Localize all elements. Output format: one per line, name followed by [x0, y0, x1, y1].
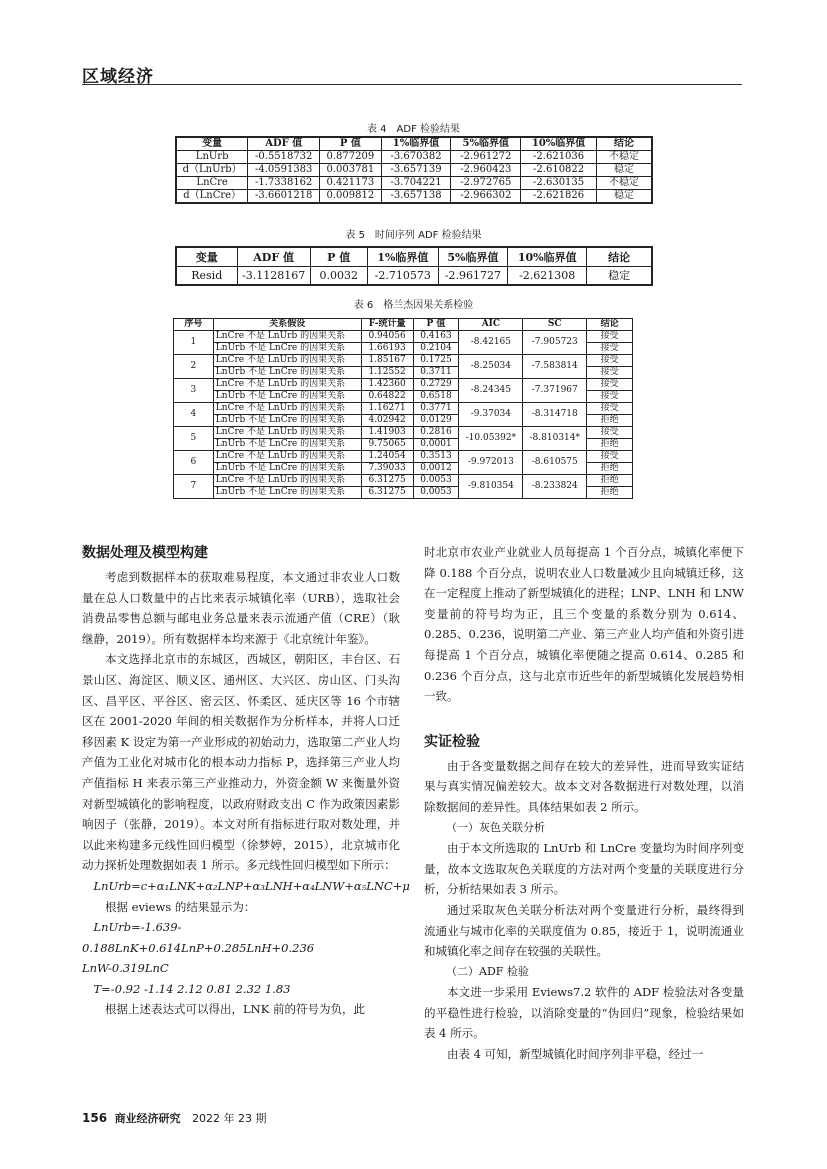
group-number: 2 [174, 355, 214, 379]
hypothesis-cell: LnUrb 不是 LnCre 的因果关系 [213, 343, 361, 355]
sc-cell: -8.810314* [523, 427, 587, 451]
paragraph: 本文进一步采用 Eviews7.2 软件的 ADF 检验法对各变量的平稳性进行检验，以消除变量的“伪回归”现象，检验结果如表 4 所示。 [424, 985, 744, 1041]
paragraph: 通过采取灰色关联分析法对两个变量进行分析，最终得到流通业与城市化率的关联度值为 0.85，接近于 1，说明流通业和城镇化率之间存在较强的关联性。 [424, 902, 744, 959]
hypothesis-cell: LnCre 不是 LnUrb 的因果关系 [213, 427, 361, 439]
page-footer [82, 1110, 267, 1126]
table-cell: -3.1128167 [237, 266, 310, 285]
table-cell: -2.621308 [508, 266, 587, 285]
f-statistic-cell: 1.42360 [361, 379, 413, 391]
p-value-cell: 0.0053 [413, 475, 459, 487]
table-row [176, 164, 652, 177]
aic-cell: -8.25034 [459, 355, 523, 379]
table-cell: 稳定 [597, 164, 652, 177]
t-values: T=-0.92 -1.14 2.12 0.81 2.32 1.83 [93, 981, 291, 996]
regression-formula: LnUrb=c+α₁LNK+α₂LNP+α₃LNH+α₄LNW+α₅LNC+μ [93, 878, 410, 893]
table-cell: Resid [176, 266, 237, 285]
section-title: 区域经济 [82, 67, 154, 87]
column-header: 变量 [176, 137, 248, 151]
page-number: 156 [82, 1111, 108, 1125]
table-cell: LnUrb [176, 151, 248, 164]
table-row [174, 355, 633, 367]
table6-header-row [174, 319, 633, 331]
table-cell: 0.003781 [320, 164, 382, 177]
result-formula-continued: LnW-0.319LnC [82, 961, 169, 976]
table-cell: 不稳定 [597, 177, 652, 190]
column-header: ADF 值 [237, 247, 310, 266]
hypothesis-cell: LnCre 不是 LnUrb 的因果关系 [213, 331, 361, 343]
p-value-cell: 0.2729 [413, 379, 459, 391]
right-column [424, 542, 744, 1065]
table-cell: -2.710573 [367, 266, 438, 285]
table-cell: -3.657138 [381, 190, 451, 204]
p-value-cell: 0.3711 [413, 367, 459, 379]
group-number: 5 [174, 427, 214, 451]
f-statistic-cell: 1.24054 [361, 451, 413, 463]
f-statistic-cell: 1.66193 [361, 343, 413, 355]
group-number: 6 [174, 451, 214, 475]
sc-cell: -7.905723 [523, 331, 587, 355]
paragraph: 时北京市农业产业就业人员每提高 1 个百分点，城镇化率便下降 0.188 个百分点，说明农业人口数量减少且向城镇迁移，这在一定程度上推动了新型城镇化的进程；LNP、LNH 和 LNW 变量前的符号均为正，且三个变量的系数分别为 0.614、0.285、0.236，说明第二产业、第三产业人均产值和外资引进每提高 1 个百分点，城镇化率便随之提高 0.614、0.285 和 0.236 个百分点，这与北京市近些年的新型城镇化发展趋势相一致。 [424, 545, 744, 704]
heading-data-processing: 数据处理及模型构建 [82, 545, 208, 561]
table-row [176, 266, 652, 285]
table-cell: -3.657139 [381, 164, 451, 177]
header-divider [82, 84, 742, 85]
column-header: 1%临界值 [381, 137, 451, 151]
table-row [176, 177, 652, 190]
table6-granger-causality [173, 318, 633, 499]
f-statistic-cell: 0.64822 [361, 391, 413, 403]
paragraph: 根据上述表达式可以得出，LNK 前的符号为负，此 [105, 1002, 365, 1017]
p-value-cell: 0.3513 [413, 451, 459, 463]
column-header: 1%临界值 [367, 247, 438, 266]
hypothesis-cell: LnUrb 不是 LnCre 的因果关系 [213, 463, 361, 475]
column-header: F-统计量 [361, 319, 413, 331]
aic-cell: -9.810354 [459, 475, 523, 499]
table-row [174, 475, 633, 487]
column-header: ADF 值 [248, 137, 320, 151]
sc-cell: -7.583814 [523, 355, 587, 379]
column-header: 结论 [587, 247, 652, 266]
p-value-cell: 0.2104 [413, 343, 459, 355]
hypothesis-cell: LnUrb 不是 LnCre 的因果关系 [213, 415, 361, 427]
group-number: 7 [174, 475, 214, 499]
column-header: 10%临界值 [521, 137, 597, 151]
table-row [174, 331, 633, 343]
table-row [174, 427, 633, 439]
aic-cell: -8.24345 [459, 379, 523, 403]
f-statistic-cell: 4.02942 [361, 415, 413, 427]
table-cell: LnCre [176, 177, 248, 190]
hypothesis-cell: LnUrb 不是 LnCre 的因果关系 [213, 391, 361, 403]
conclusion-cell: 接受 [587, 403, 633, 415]
table-row [174, 403, 633, 415]
heading-empirical-test: 实证检验 [424, 733, 480, 750]
p-value-cell: 0.0129 [413, 415, 459, 427]
table-cell: -2.630135 [521, 177, 597, 190]
subheading-grey-relation: （一）灰色关联分析 [446, 820, 545, 834]
column-header: 5%临界值 [451, 137, 521, 151]
paragraph: 考虑到数据样本的获取难易程度，本文通过非农业人口数量在总人口数量中的占比来表示城镇化率（URB），选取社会消费品零售总额与邮电业务总量来表示流通产值（CRE）（耿继静，2019）。所有数据样本均来源于《北京统计年鉴》。 [82, 570, 400, 646]
table-row [174, 451, 633, 463]
conclusion-cell: 接受 [587, 367, 633, 379]
column-header: 5%临界值 [438, 247, 507, 266]
table-row [176, 151, 652, 164]
paragraph: 由于各变量数据之间存在较大的差异性，进而导致实证结果与真实情况偏差较大。故本文对各数据进行对数处理，以消除数据间的差异性。具体结果如表 2 所示。 [424, 758, 744, 814]
table-cell: 稳定 [597, 190, 652, 204]
table6-caption: 表 6 格兰杰因果关系检验 [353, 300, 474, 311]
table-cell: -2.621826 [521, 190, 597, 204]
table-cell: d（LnUrb） [176, 164, 248, 177]
p-value-cell: 0.2816 [413, 427, 459, 439]
table5-header-row [176, 247, 652, 266]
table-cell: d（LnCre） [176, 190, 248, 204]
table-row [176, 190, 652, 204]
hypothesis-cell: LnUrb 不是 LnCre 的因果关系 [213, 367, 361, 379]
p-value-cell: 0.6518 [413, 391, 459, 403]
hypothesis-cell: LnCre 不是 LnUrb 的因果关系 [213, 379, 361, 391]
table4-adf-results [175, 136, 653, 204]
paragraph: 根据 eviews 的结果显示为： [105, 899, 256, 914]
left-column [82, 542, 410, 1020]
conclusion-cell: 接受 [587, 391, 633, 403]
table-cell: -3.670382 [381, 151, 451, 164]
column-header: P 值 [310, 247, 367, 266]
column-header: 10%临界值 [508, 247, 587, 266]
aic-cell: -8.42165 [459, 331, 523, 355]
conclusion-cell: 接受 [587, 355, 633, 367]
table-cell: -2.966302 [451, 190, 521, 204]
column-header: 结论 [587, 319, 633, 331]
conclusion-cell: 拒绝 [587, 463, 633, 475]
table-cell: -3.704221 [381, 177, 451, 190]
conclusion-cell: 拒绝 [587, 415, 633, 427]
table5-caption: 表 5 时间序列 ADF 检验结果 [345, 230, 482, 241]
column-header: 序号 [174, 319, 214, 331]
group-number: 1 [174, 331, 214, 355]
table-cell: -2.961727 [438, 266, 507, 285]
table-cell: 0.421173 [320, 177, 382, 190]
column-header: P 值 [413, 319, 459, 331]
aic-cell: -10.05392* [459, 427, 523, 451]
hypothesis-cell: LnCre 不是 LnUrb 的因果关系 [213, 403, 361, 415]
table-cell: 稳定 [587, 266, 652, 285]
aic-cell: -9.37034 [459, 403, 523, 427]
hypothesis-cell: LnUrb 不是 LnCre 的因果关系 [213, 439, 361, 451]
f-statistic-cell: 1.16271 [361, 403, 413, 415]
conclusion-cell: 接受 [587, 331, 633, 343]
table-cell: 0.009812 [320, 190, 382, 204]
table4-caption: 表 4 ADF 检验结果 [366, 124, 460, 135]
sc-cell: -7.371967 [523, 379, 587, 403]
hypothesis-cell: LnUrb 不是 LnCre 的因果关系 [213, 487, 361, 499]
column-header: P 值 [320, 137, 382, 151]
sc-cell: -8.233824 [523, 475, 587, 499]
table-cell: -2.960423 [451, 164, 521, 177]
f-statistic-cell: 6.31275 [361, 487, 413, 499]
f-statistic-cell: 1.85167 [361, 355, 413, 367]
hypothesis-cell: LnCre 不是 LnUrb 的因果关系 [213, 451, 361, 463]
p-value-cell: 0.0012 [413, 463, 459, 475]
sc-cell: -8.610575 [523, 451, 587, 475]
group-number: 3 [174, 379, 214, 403]
f-statistic-cell: 1.12552 [361, 367, 413, 379]
table-cell: -3.6601218 [248, 190, 320, 204]
table-cell: -4.0591383 [248, 164, 320, 177]
conclusion-cell: 拒绝 [587, 439, 633, 451]
journal-name: 商业经济研究 [114, 1112, 181, 1125]
table-cell: -2.621036 [521, 151, 597, 164]
column-header: AIC [459, 319, 523, 331]
p-value-cell: 0.0001 [413, 439, 459, 451]
column-header: 关系假设 [213, 319, 361, 331]
conclusion-cell: 拒绝 [587, 487, 633, 499]
f-statistic-cell: 7.39033 [361, 463, 413, 475]
table-cell: -2.610822 [521, 164, 597, 177]
table-row [174, 379, 633, 391]
conclusion-cell: 接受 [587, 379, 633, 391]
table-cell: 不稳定 [597, 151, 652, 164]
p-value-cell: 0.1725 [413, 355, 459, 367]
conclusion-cell: 接受 [587, 343, 633, 355]
f-statistic-cell: 1.41903 [361, 427, 413, 439]
table-cell: -1.7338162 [248, 177, 320, 190]
p-value-cell: 0.3771 [413, 403, 459, 415]
table-cell: 0.0032 [310, 266, 367, 285]
paragraph: 本文选择北京市的东城区，西城区，朝阳区，丰台区、石景山区、海淀区、顺义区、通州区、大兴区、房山区、门头沟区、昌平区、平谷区、密云区、怀柔区、延庆区等 16 个市辖区在 2001-2020 年间的相关数据作为分析样本，并将人口迁移因素 K 设定为第一产业形成的初始动力，选取第二产业人均产值为工业化对城市化的根本动力指标 P，选择第三产业人均产值指标 H 来表示第三产业推动力，外资金额 W 来衡量外资对新型城镇化的影响程度，以政府财政支出 C 作为政策因素影响因子（张静，2019）。本文对所有指标进行取对数处理，并以此来构建多元线性回归模型（徐梦婷，2015），北京城市化动力探析处理数据如表 1 所示。多元线性回归模型如下所示： [82, 652, 400, 873]
p-value-cell: 0.4163 [413, 331, 459, 343]
issue-label: 2022 年 23 期 [192, 1112, 267, 1125]
sc-cell: -8.314718 [523, 403, 587, 427]
column-header: 结论 [597, 137, 652, 151]
hypothesis-cell: LnCre 不是 LnUrb 的因果关系 [213, 475, 361, 487]
column-header: 变量 [176, 247, 237, 266]
f-statistic-cell: 0.94056 [361, 331, 413, 343]
paragraph: 由表 4 可知，新型城镇化时间序列非平稳，经过一 [447, 1047, 704, 1062]
table-cell: -0.5518732 [248, 151, 320, 164]
table-cell: -2.961272 [451, 151, 521, 164]
table-cell: 0.877209 [320, 151, 382, 164]
f-statistic-cell: 6.31275 [361, 475, 413, 487]
conclusion-cell: 拒绝 [587, 475, 633, 487]
hypothesis-cell: LnCre 不是 LnUrb 的因果关系 [213, 355, 361, 367]
paragraph: 由于本文所选取的 LnUrb 和 LnCre 变量均为时间序列变量，故本文选取灰色关联度的方法对两个变量的关联度进行分析，分析结果如表 3 所示。 [424, 841, 744, 897]
subheading-adf-test: （二）ADF 检验 [446, 964, 529, 978]
p-value-cell: 0.0053 [413, 487, 459, 499]
table-cell: -2.972765 [451, 177, 521, 190]
result-formula: LnUrb=-1.639-0.188LnK+0.614LnP+0.285LnH+0.236 [82, 920, 315, 955]
conclusion-cell: 接受 [587, 451, 633, 463]
f-statistic-cell: 9.75065 [361, 439, 413, 451]
table4-header-row [176, 137, 652, 151]
table5-time-series-adf [175, 246, 653, 286]
column-header: SC [523, 319, 587, 331]
group-number: 4 [174, 403, 214, 427]
aic-cell: -9.972013 [459, 451, 523, 475]
conclusion-cell: 接受 [587, 427, 633, 439]
